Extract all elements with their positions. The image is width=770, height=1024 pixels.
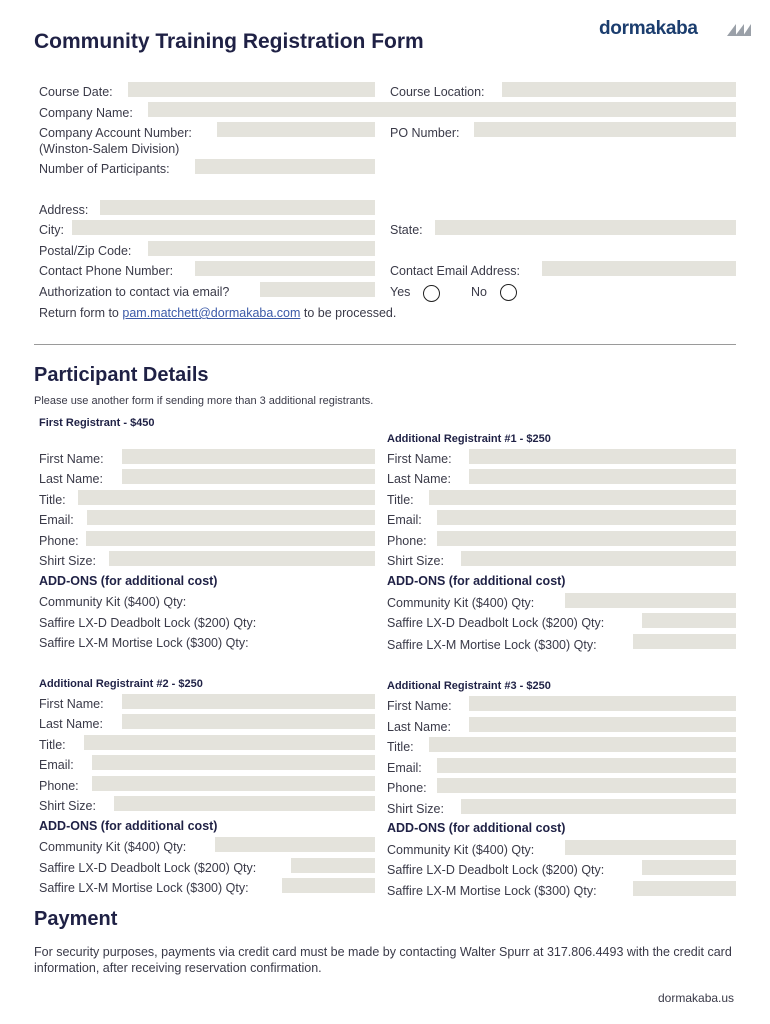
- r4-shirt-field[interactable]: [461, 799, 736, 814]
- r1-last-name-field[interactable]: [122, 469, 375, 484]
- r3-last-name-field[interactable]: [122, 714, 375, 729]
- r3-first-name-label: First Name:: [39, 697, 104, 711]
- company-name-label: Company Name:: [39, 106, 133, 120]
- registrant-1-heading: First Registrant - $450: [39, 417, 155, 429]
- r2-shirt-field[interactable]: [461, 551, 736, 566]
- course-date-label: Course Date:: [39, 85, 113, 99]
- r2-email-field[interactable]: [437, 510, 736, 525]
- city-field[interactable]: [72, 220, 375, 235]
- payment-text: For security purposes, payments via credit card must be made by contacting Walter Spurr at 317.806.4493 with the credit card information, after receiving reservation confirmation.: [34, 945, 732, 975]
- yes-label: Yes: [390, 285, 411, 299]
- contact-email-field[interactable]: [542, 261, 736, 276]
- r4-phone-label: Phone:: [387, 781, 427, 795]
- po-number-field[interactable]: [474, 122, 736, 137]
- postal-field[interactable]: [148, 241, 375, 256]
- r4-title-field[interactable]: [429, 737, 736, 752]
- r1-phone-field[interactable]: [86, 531, 375, 546]
- r4-first-name-field[interactable]: [469, 696, 736, 711]
- r1-addons-heading: ADD-ONS (for additional cost): [39, 574, 218, 588]
- r4-last-name-label: Last Name:: [387, 720, 451, 734]
- company-name-field[interactable]: [148, 102, 736, 117]
- registrant-4-heading: Additional Registraint #3 - $250: [387, 680, 551, 692]
- city-label: City:: [39, 223, 64, 237]
- po-number-label: PO Number:: [390, 126, 460, 140]
- r2-title-field[interactable]: [429, 490, 736, 505]
- r2-email-label: Email:: [387, 513, 422, 527]
- r2-last-name-label: Last Name:: [387, 472, 451, 486]
- r2-title-label: Title:: [387, 493, 414, 507]
- r4-email-label: Email:: [387, 761, 422, 775]
- payment-heading: Payment: [34, 908, 118, 930]
- r4-phone-field[interactable]: [437, 778, 736, 793]
- r3-title-field[interactable]: [84, 735, 375, 750]
- r3-lxd-label: Saffire LX-D Deadbolt Lock ($200) Qty:: [39, 861, 257, 875]
- r2-lxm-label: Saffire LX-M Mortise Lock ($300) Qty:: [387, 638, 597, 652]
- r3-lxd-field[interactable]: [291, 858, 375, 873]
- r1-first-name-label: First Name:: [39, 452, 104, 466]
- r3-addons-heading: ADD-ONS (for additional cost): [39, 819, 218, 833]
- state-field[interactable]: [435, 220, 736, 235]
- r4-addons-heading: ADD-ONS (for additional cost): [387, 821, 566, 835]
- r1-shirt-field[interactable]: [109, 551, 375, 566]
- participants-note: Please use another form if sending more than 3 additional registrants.: [34, 395, 374, 407]
- r1-title-field[interactable]: [78, 490, 375, 505]
- r1-lxd-label: Saffire LX-D Deadbolt Lock ($200) Qty:: [39, 616, 257, 630]
- r4-lxd-label: Saffire LX-D Deadbolt Lock ($200) Qty:: [387, 863, 605, 877]
- r4-first-name-label: First Name:: [387, 699, 452, 713]
- r2-lxd-label: Saffire LX-D Deadbolt Lock ($200) Qty:: [387, 616, 605, 630]
- dormakaba-mark-icon: [727, 21, 751, 37]
- r1-kit-label: Community Kit ($400) Qty:: [39, 595, 187, 609]
- r2-phone-label: Phone:: [387, 534, 427, 548]
- auth-label: Authorization to contact via email?: [39, 285, 230, 299]
- r1-shirt-label: Shirt Size:: [39, 554, 96, 568]
- r3-last-name-label: Last Name:: [39, 717, 103, 731]
- no-radio[interactable]: [500, 284, 517, 301]
- r2-addons-heading: ADD-ONS (for additional cost): [387, 574, 566, 588]
- r1-title-label: Title:: [39, 493, 66, 507]
- r3-shirt-label: Shirt Size:: [39, 799, 96, 813]
- r2-first-name-field[interactable]: [469, 449, 736, 464]
- no-label: No: [471, 285, 487, 299]
- participants-label: Number of Participants:: [39, 162, 170, 176]
- return-suffix: to be processed.: [303, 306, 397, 320]
- r4-kit-field[interactable]: [565, 840, 736, 855]
- r3-title-label: Title:: [39, 738, 66, 752]
- r2-phone-field[interactable]: [437, 531, 736, 546]
- r2-kit-field[interactable]: [565, 593, 736, 608]
- r4-lxm-label: Saffire LX-M Mortise Lock ($300) Qty:: [387, 884, 597, 898]
- footer-url: dormakaba.us: [658, 991, 735, 1005]
- r3-phone-field[interactable]: [92, 776, 375, 791]
- r3-lxm-field[interactable]: [282, 878, 375, 893]
- r1-lxm-label: Saffire LX-M Mortise Lock ($300) Qty:: [39, 636, 249, 650]
- state-label: State:: [390, 223, 423, 237]
- r4-shirt-label: Shirt Size:: [387, 802, 444, 816]
- registrant-3-heading: Additional Registraint #2 - $250: [39, 678, 203, 690]
- company-account-label: Company Account Number:: [39, 126, 192, 140]
- contact-phone-field[interactable]: [195, 261, 375, 276]
- r4-lxd-field[interactable]: [642, 860, 736, 875]
- r2-last-name-field[interactable]: [469, 469, 736, 484]
- course-date-field[interactable]: [128, 82, 375, 97]
- course-location-label: Course Location:: [390, 85, 485, 99]
- contact-email-label: Contact Email Address:: [390, 264, 520, 278]
- r4-lxm-field[interactable]: [633, 881, 736, 896]
- r1-email-label: Email:: [39, 513, 74, 527]
- r4-kit-label: Community Kit ($400) Qty:: [387, 843, 535, 857]
- yes-radio[interactable]: [423, 285, 440, 302]
- contact-phone-label: Contact Phone Number:: [39, 264, 174, 278]
- return-prefix: Return form to: [39, 306, 119, 320]
- return-note: [39, 305, 396, 321]
- participants-field[interactable]: [195, 159, 375, 174]
- company-account-sub: (Winston-Salem Division): [39, 142, 180, 156]
- r2-lxm-field[interactable]: [633, 634, 736, 649]
- auth-field[interactable]: [260, 282, 375, 297]
- address-field[interactable]: [100, 200, 375, 215]
- logo-text: dormakaba: [599, 18, 698, 39]
- return-email-link[interactable]: pam.matchett@dormakaba.com: [122, 306, 301, 320]
- r4-email-field[interactable]: [437, 758, 736, 773]
- r3-email-label: Email:: [39, 758, 74, 772]
- r1-phone-label: Phone:: [39, 534, 79, 548]
- r2-shirt-label: Shirt Size:: [387, 554, 444, 568]
- r3-email-field[interactable]: [92, 755, 375, 770]
- r1-last-name-label: Last Name:: [39, 472, 103, 486]
- r3-kit-field[interactable]: [215, 837, 375, 852]
- r2-kit-label: Community Kit ($400) Qty:: [387, 596, 535, 610]
- r3-lxm-label: Saffire LX-M Mortise Lock ($300) Qty:: [39, 881, 249, 895]
- course-location-field[interactable]: [502, 82, 736, 97]
- section-divider: [34, 344, 736, 345]
- r4-title-label: Title:: [387, 740, 414, 754]
- participants-heading: Participant Details: [34, 364, 209, 386]
- r3-phone-label: Phone:: [39, 779, 79, 793]
- r1-first-name-field[interactable]: [122, 449, 375, 464]
- company-account-field[interactable]: [217, 122, 375, 137]
- r3-first-name-field[interactable]: [122, 694, 375, 709]
- r2-lxd-field[interactable]: [642, 613, 736, 628]
- r1-email-field[interactable]: [87, 510, 375, 525]
- postal-label: Postal/Zip Code:: [39, 244, 132, 258]
- address-label: Address:: [39, 203, 89, 217]
- registrant-2-heading: Additional Registraint #1 - $250: [387, 433, 551, 445]
- r3-kit-label: Community Kit ($400) Qty:: [39, 840, 187, 854]
- r3-shirt-field[interactable]: [114, 796, 375, 811]
- r4-last-name-field[interactable]: [469, 717, 736, 732]
- r2-first-name-label: First Name:: [387, 452, 452, 466]
- page-title: Community Training Registration Form: [34, 30, 424, 53]
